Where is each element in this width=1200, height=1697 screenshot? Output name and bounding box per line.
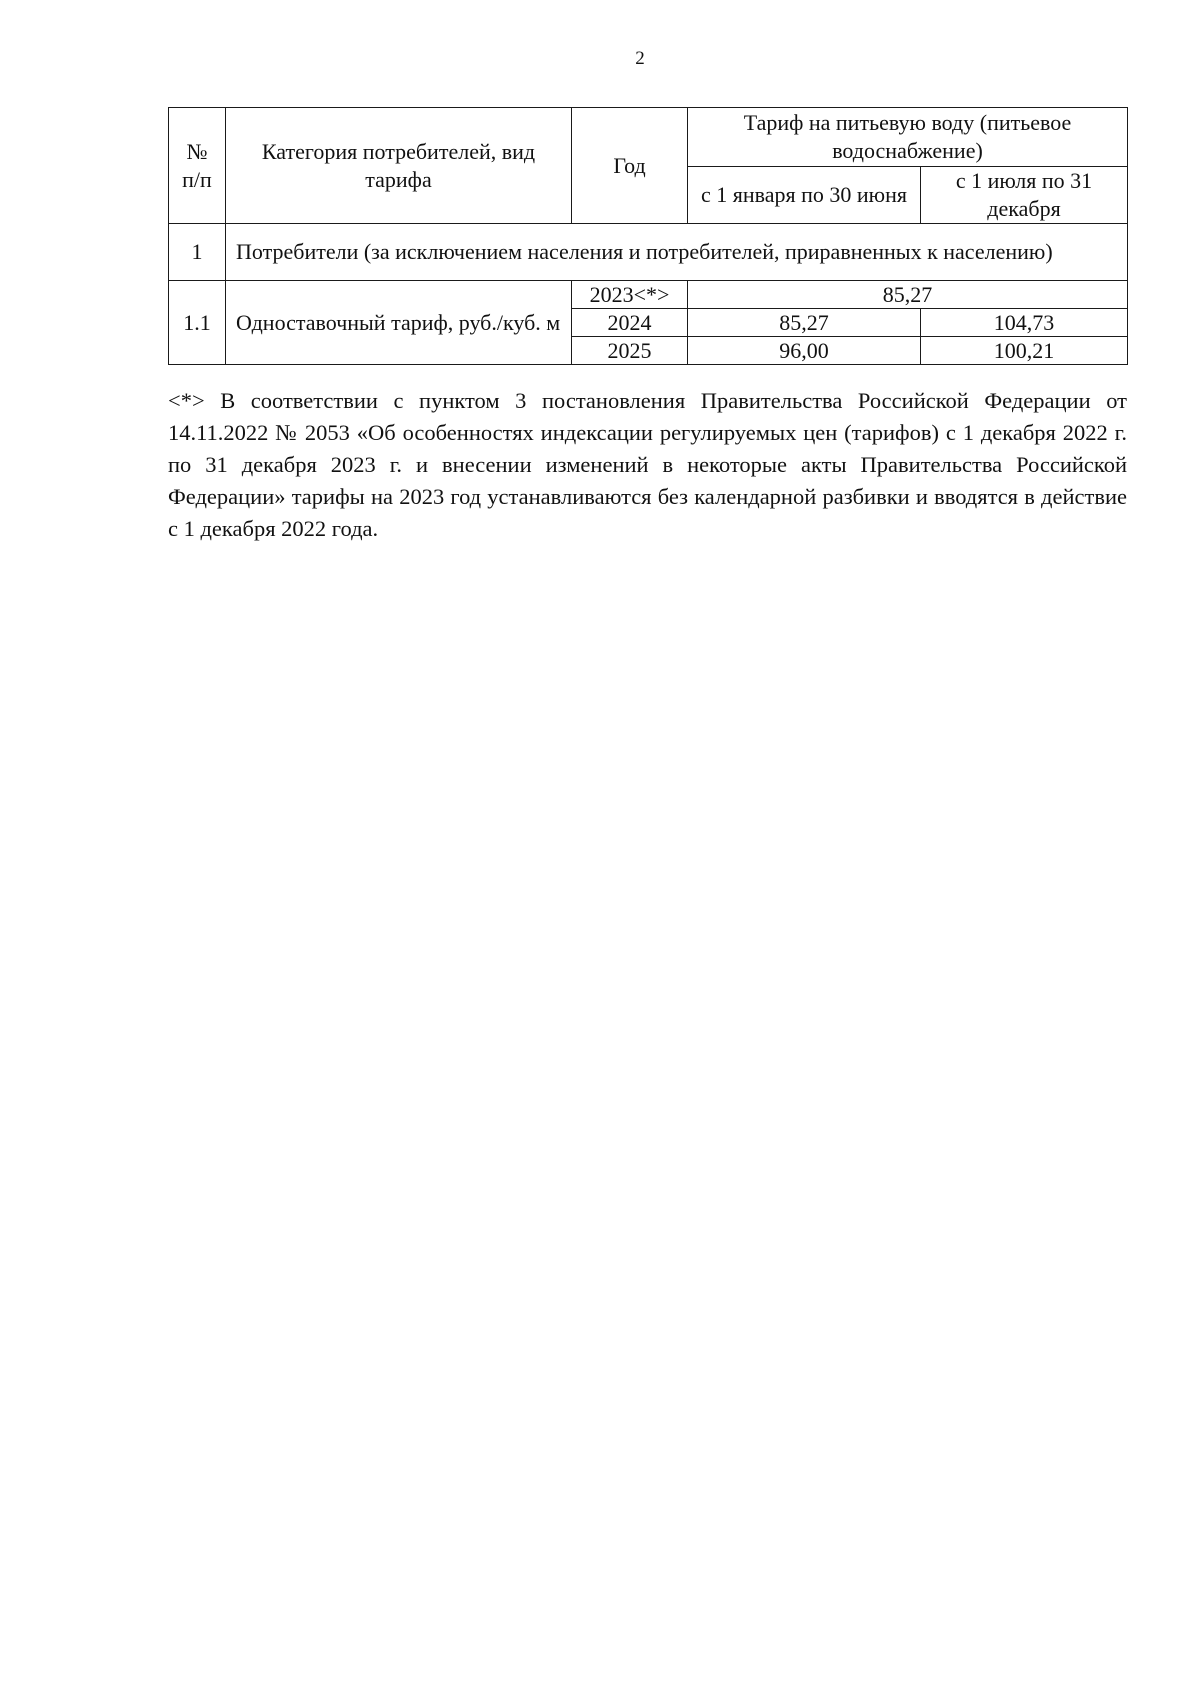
row-value-h1: 96,00 <box>688 337 921 365</box>
row-merged-value: 85,27 <box>688 281 1128 309</box>
header-tariff-group: Тариф на питьевую воду (питьевое водоснабжение) <box>688 108 1128 167</box>
page-number: 2 <box>635 48 645 69</box>
header-category: Категория потребителей, вид тарифа <box>226 108 572 224</box>
item-label: Одноставочный тариф, руб./куб. м <box>226 281 572 365</box>
item-num: 1.1 <box>169 281 226 365</box>
table-header-row <box>169 108 1128 167</box>
section-row <box>169 224 1128 281</box>
row-value-h2: 100,21 <box>921 337 1128 365</box>
row-value-h1: 85,27 <box>688 309 921 337</box>
tariff-table <box>168 107 1128 365</box>
header-num: № п/п <box>169 108 226 224</box>
header-year: Год <box>572 108 688 224</box>
section-title: Потребители (за исключением населения и потребителей, приравненных к населению) <box>226 224 1128 281</box>
row-value-h2: 104,73 <box>921 309 1128 337</box>
footnote: <*> В соответствии с пунктом 3 постановления Правительства Российской Федерации от 14.11.2022 № 2053 «Об особенностях индексации регулируемых цен (тарифов) с 1 декабря 2022 г. по 31 декабря 2023 г. и внесении изменений в некоторые акты Правительства Российской Федерации» тарифы на 2023 год устанавливаются без календарной разбивки и вводятся в действие с 1 декабря 2022 года. <box>168 388 1127 541</box>
row-year: 2023<*> <box>572 281 688 309</box>
section-num: 1 <box>169 224 226 281</box>
row-year: 2024 <box>572 309 688 337</box>
header-period-1: с 1 января по 30 июня <box>688 167 921 224</box>
header-period-2: с 1 июля по 31 декабря <box>921 167 1128 224</box>
table-row <box>169 281 1128 309</box>
row-year: 2025 <box>572 337 688 365</box>
